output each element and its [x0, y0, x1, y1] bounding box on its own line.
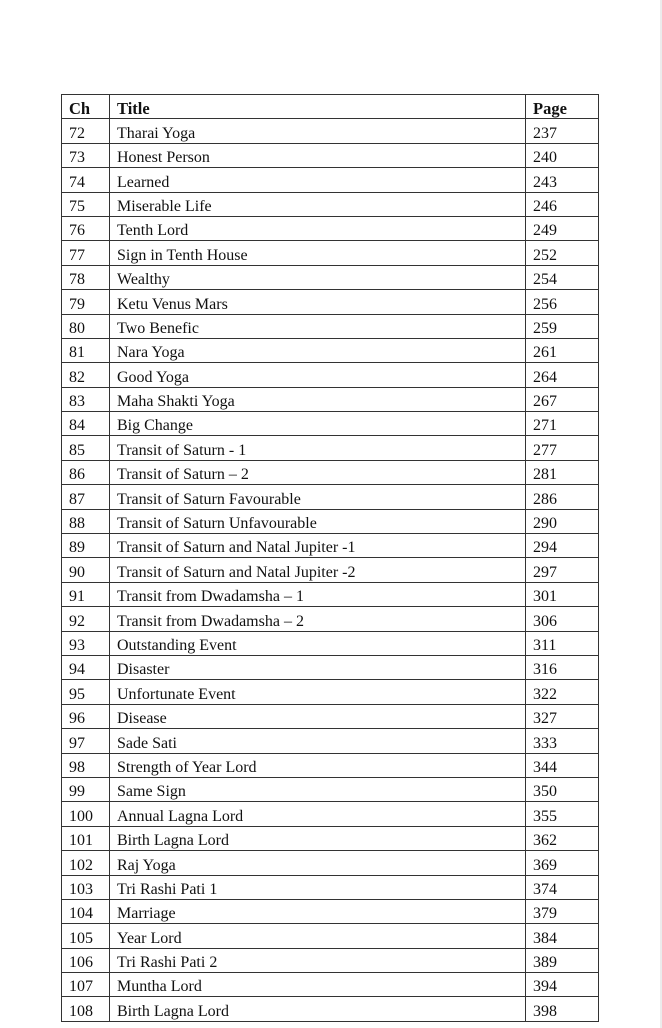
cell-title: Marriage: [110, 899, 526, 923]
cell-ch: 78: [62, 265, 110, 289]
cell-ch: 100: [62, 802, 110, 826]
table-row: [62, 241, 599, 265]
table-row: [62, 631, 599, 655]
cell-ch: 102: [62, 851, 110, 875]
cell-title: Outstanding Event: [110, 631, 526, 655]
cell-page: 281: [526, 460, 599, 484]
cell-page: 362: [526, 826, 599, 850]
cell-page: 252: [526, 241, 599, 265]
cell-page: 294: [526, 534, 599, 558]
cell-ch: 80: [62, 314, 110, 338]
cell-title: Tri Rashi Pati 1: [110, 875, 526, 899]
cell-title: Disaster: [110, 655, 526, 679]
cell-ch: 96: [62, 704, 110, 728]
cell-page: 333: [526, 729, 599, 753]
table-row: [62, 143, 599, 167]
cell-title: Tenth Lord: [110, 216, 526, 240]
cell-title: Same Sign: [110, 777, 526, 801]
cell-title: Wealthy: [110, 265, 526, 289]
cell-title: Sign in Tenth House: [110, 241, 526, 265]
cell-ch: 107: [62, 973, 110, 997]
cell-ch: 83: [62, 387, 110, 411]
cell-title: Disease: [110, 704, 526, 728]
cell-ch: 74: [62, 168, 110, 192]
cell-title: Learned: [110, 168, 526, 192]
cell-ch: 88: [62, 509, 110, 533]
cell-title: Good Yoga: [110, 363, 526, 387]
table-row: [62, 314, 599, 338]
cell-ch: 72: [62, 119, 110, 143]
table-row: [62, 338, 599, 362]
table-of-contents: [61, 94, 599, 1022]
table-row: [62, 973, 599, 997]
cell-page: 374: [526, 875, 599, 899]
cell-page: 389: [526, 948, 599, 972]
table-row: [62, 534, 599, 558]
cell-title: Annual Lagna Lord: [110, 802, 526, 826]
cell-title: Miserable Life: [110, 192, 526, 216]
cell-ch: 87: [62, 485, 110, 509]
table-row: [62, 948, 599, 972]
cell-title: Transit of Saturn and Natal Jupiter -1: [110, 534, 526, 558]
header-row: [62, 95, 599, 119]
cell-ch: 98: [62, 753, 110, 777]
cell-ch: 82: [62, 363, 110, 387]
table-row: [62, 119, 599, 143]
cell-page: 254: [526, 265, 599, 289]
header-ch: Ch: [62, 95, 110, 119]
cell-title: Two Benefic: [110, 314, 526, 338]
table-row: [62, 607, 599, 631]
table-row: [62, 875, 599, 899]
table-row: [62, 680, 599, 704]
cell-ch: 77: [62, 241, 110, 265]
table-row: [62, 192, 599, 216]
cell-title: Transit of Saturn and Natal Jupiter -2: [110, 558, 526, 582]
cell-page: 277: [526, 436, 599, 460]
table-row: [62, 363, 599, 387]
cell-page: 297: [526, 558, 599, 582]
cell-page: 264: [526, 363, 599, 387]
cell-page: 327: [526, 704, 599, 728]
cell-title: Muntha Lord: [110, 973, 526, 997]
cell-page: 344: [526, 753, 599, 777]
table-row: [62, 216, 599, 240]
cell-ch: 85: [62, 436, 110, 460]
table-row: [62, 558, 599, 582]
cell-title: Sade Sati: [110, 729, 526, 753]
table-row: [62, 460, 599, 484]
cell-page: 311: [526, 631, 599, 655]
cell-page: 379: [526, 899, 599, 923]
cell-title: Transit of Saturn – 2: [110, 460, 526, 484]
cell-page: 240: [526, 143, 599, 167]
table-row: [62, 729, 599, 753]
cell-ch: 106: [62, 948, 110, 972]
table-row: [62, 582, 599, 606]
table-row: [62, 997, 599, 1021]
cell-ch: 86: [62, 460, 110, 484]
table-row: [62, 290, 599, 314]
cell-page: 369: [526, 851, 599, 875]
cell-ch: 105: [62, 924, 110, 948]
cell-ch: 95: [62, 680, 110, 704]
cell-ch: 97: [62, 729, 110, 753]
cell-title: Transit from Dwadamsha – 2: [110, 607, 526, 631]
cell-title: Unfortunate Event: [110, 680, 526, 704]
table-row: [62, 387, 599, 411]
table-row: [62, 412, 599, 436]
cell-page: 290: [526, 509, 599, 533]
cell-ch: 94: [62, 655, 110, 679]
cell-page: 246: [526, 192, 599, 216]
table-row: [62, 509, 599, 533]
cell-page: 306: [526, 607, 599, 631]
cell-page: 286: [526, 485, 599, 509]
cell-title: Transit from Dwadamsha – 1: [110, 582, 526, 606]
cell-title: Birth Lagna Lord: [110, 997, 526, 1021]
cell-page: 259: [526, 314, 599, 338]
table-row: [62, 655, 599, 679]
cell-ch: 92: [62, 607, 110, 631]
cell-ch: 89: [62, 534, 110, 558]
cell-page: 355: [526, 802, 599, 826]
cell-title: Transit of Saturn Favourable: [110, 485, 526, 509]
cell-title: Tri Rashi Pati 2: [110, 948, 526, 972]
cell-ch: 79: [62, 290, 110, 314]
cell-title: Transit of Saturn Unfavourable: [110, 509, 526, 533]
cell-title: Year Lord: [110, 924, 526, 948]
cell-ch: 108: [62, 997, 110, 1021]
cell-ch: 73: [62, 143, 110, 167]
cell-ch: 104: [62, 899, 110, 923]
cell-ch: 84: [62, 412, 110, 436]
cell-page: 243: [526, 168, 599, 192]
cell-title: Big Change: [110, 412, 526, 436]
table-row: [62, 777, 599, 801]
cell-page: 398: [526, 997, 599, 1021]
cell-page: 316: [526, 655, 599, 679]
cell-page: 350: [526, 777, 599, 801]
table-row: [62, 924, 599, 948]
table-row: [62, 436, 599, 460]
cell-title: Nara Yoga: [110, 338, 526, 362]
cell-page: 261: [526, 338, 599, 362]
table-row: [62, 265, 599, 289]
cell-page: 394: [526, 973, 599, 997]
cell-ch: 103: [62, 875, 110, 899]
cell-title: Honest Person: [110, 143, 526, 167]
cell-title: Maha Shakti Yoga: [110, 387, 526, 411]
cell-ch: 90: [62, 558, 110, 582]
cell-title: Birth Lagna Lord: [110, 826, 526, 850]
cell-page: 384: [526, 924, 599, 948]
cell-ch: 75: [62, 192, 110, 216]
cell-ch: 99: [62, 777, 110, 801]
cell-ch: 93: [62, 631, 110, 655]
cell-page: 267: [526, 387, 599, 411]
cell-title: Transit of Saturn - 1: [110, 436, 526, 460]
table-row: [62, 826, 599, 850]
cell-ch: 101: [62, 826, 110, 850]
table-body: [62, 119, 599, 1021]
table-row: [62, 704, 599, 728]
cell-page: 301: [526, 582, 599, 606]
table-row: [62, 485, 599, 509]
table-row: [62, 899, 599, 923]
cell-ch: 76: [62, 216, 110, 240]
table-row: [62, 851, 599, 875]
table-row: [62, 753, 599, 777]
cell-ch: 91: [62, 582, 110, 606]
cell-ch: 81: [62, 338, 110, 362]
table-row: [62, 802, 599, 826]
cell-page: 322: [526, 680, 599, 704]
cell-page: 249: [526, 216, 599, 240]
header-title: Title: [110, 95, 526, 119]
cell-title: Strength of Year Lord: [110, 753, 526, 777]
cell-title: Tharai Yoga: [110, 119, 526, 143]
cell-title: Ketu Venus Mars: [110, 290, 526, 314]
cell-page: 256: [526, 290, 599, 314]
table-row: [62, 168, 599, 192]
header-page: Page: [526, 95, 599, 119]
cell-title: Raj Yoga: [110, 851, 526, 875]
cell-page: 271: [526, 412, 599, 436]
cell-page: 237: [526, 119, 599, 143]
